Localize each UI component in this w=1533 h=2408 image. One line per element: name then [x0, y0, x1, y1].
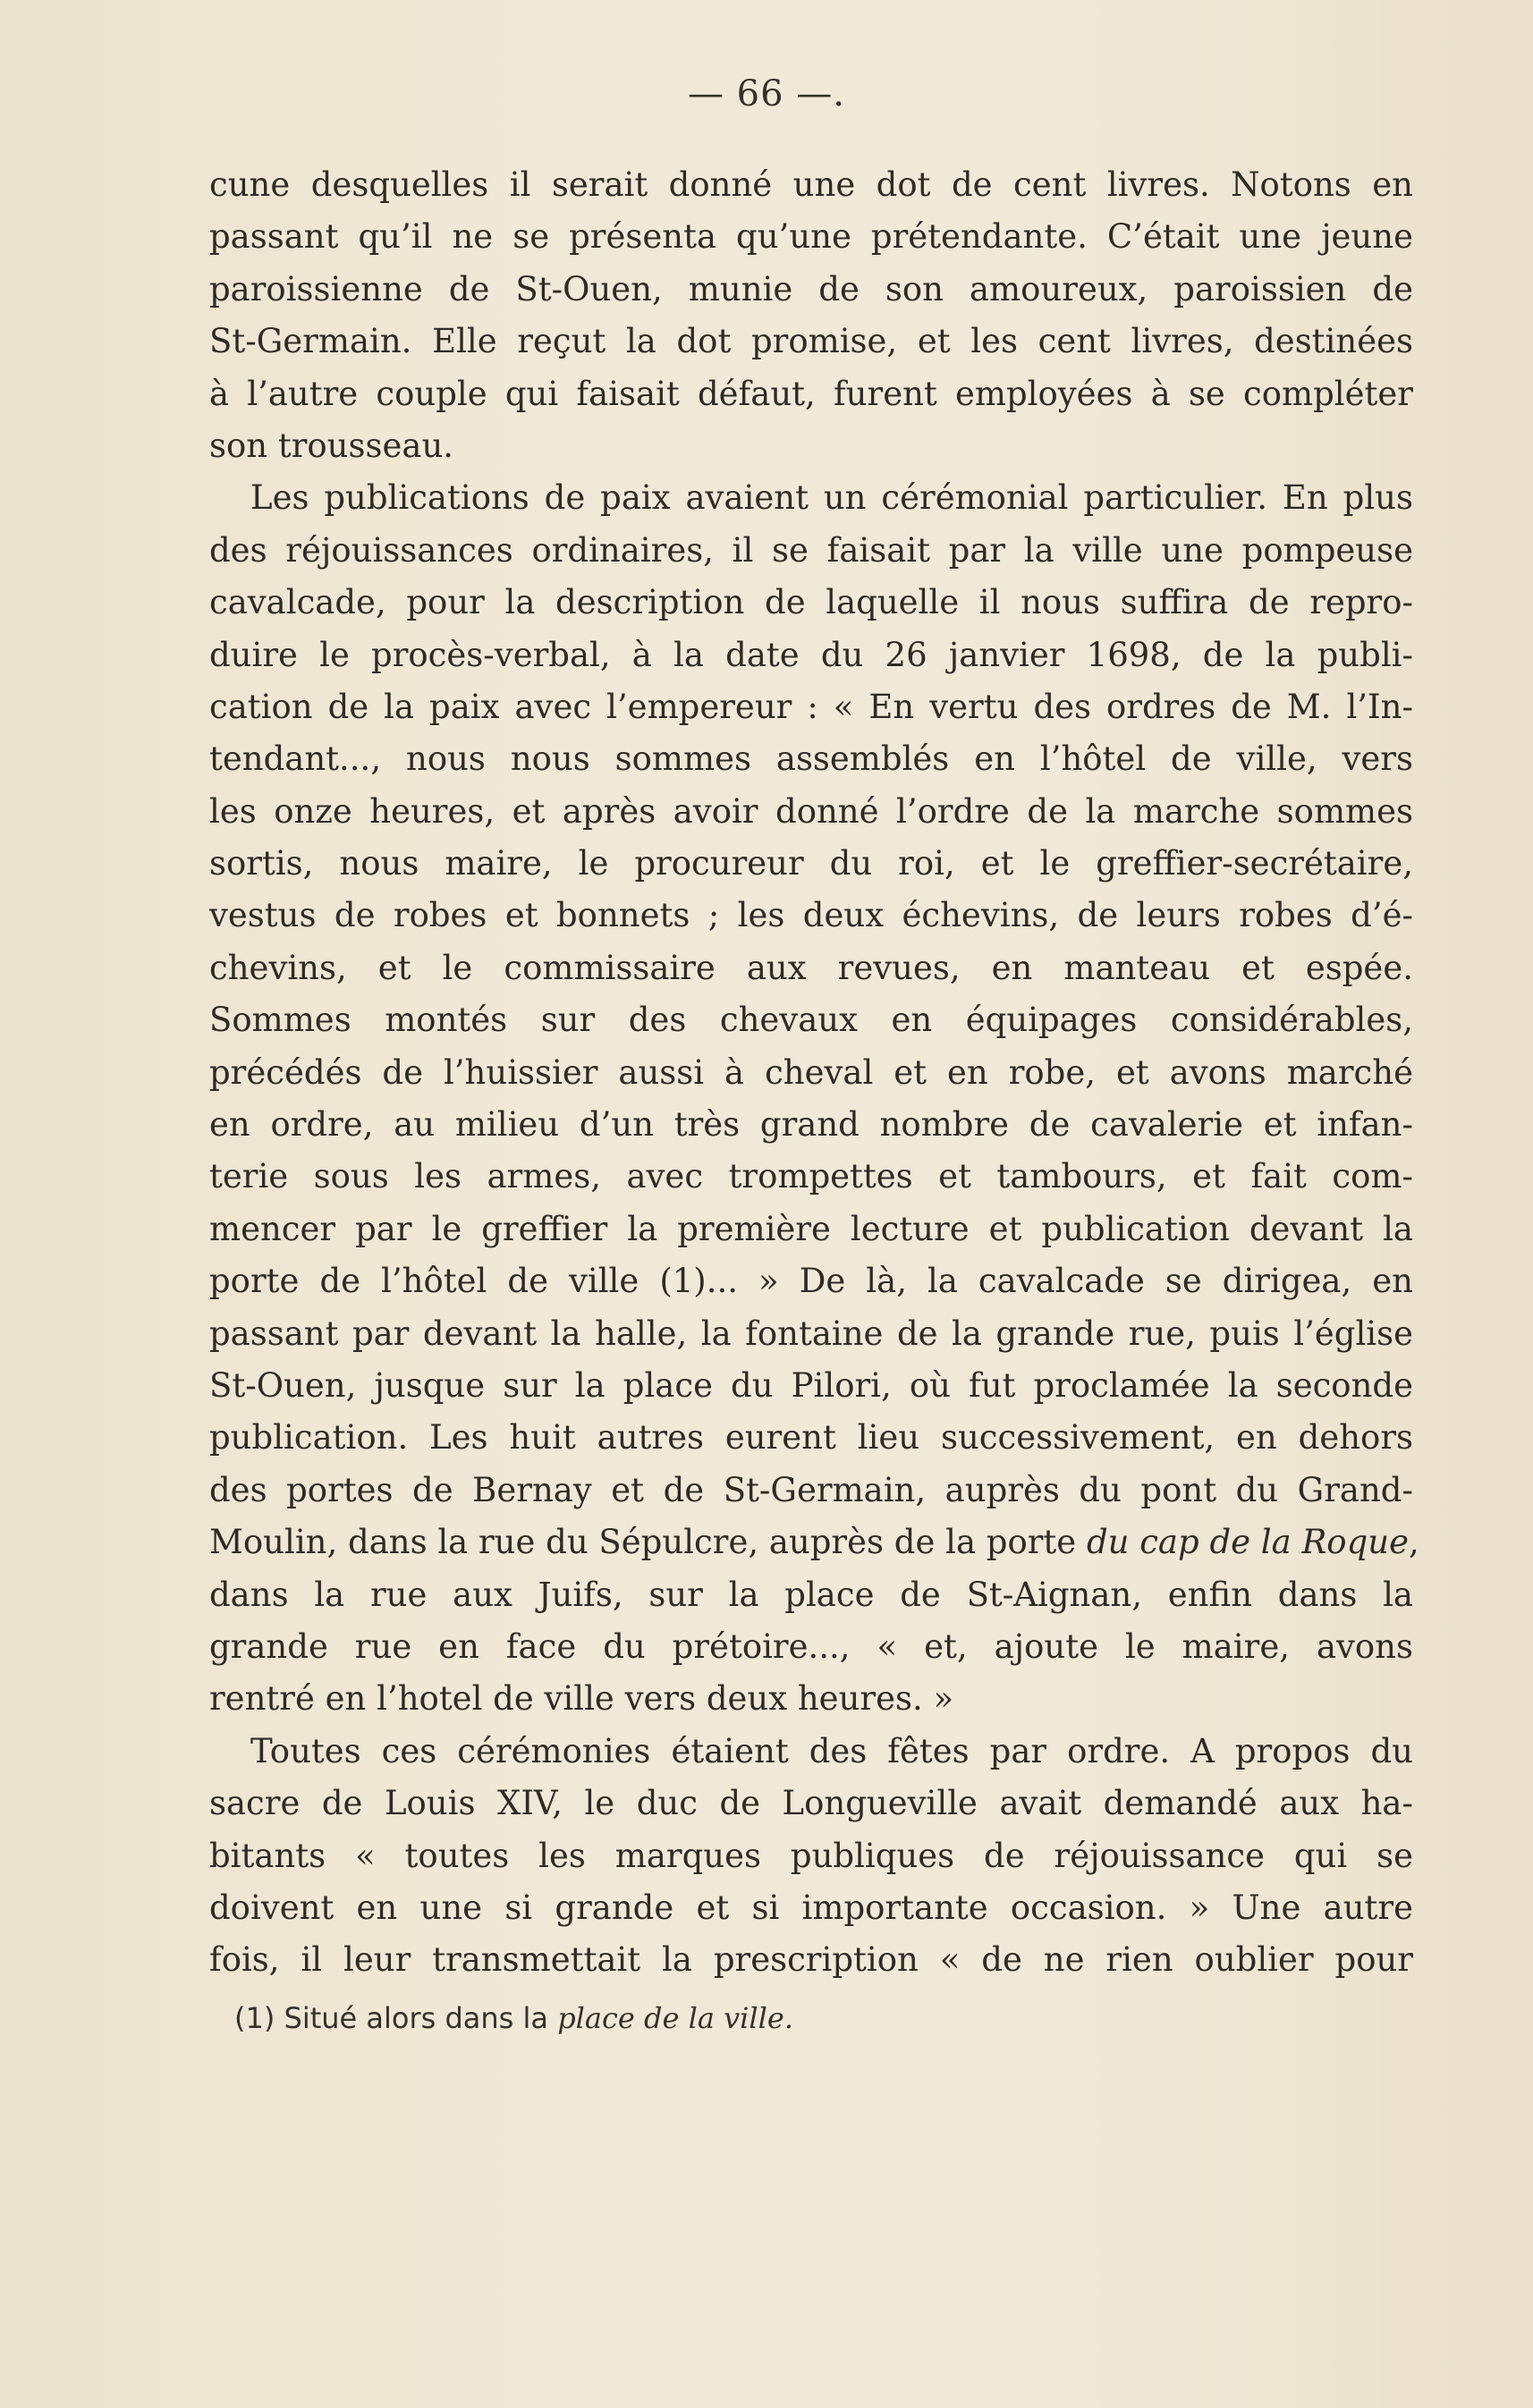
text-line: des réjouissances ordinaires, il se faisait par la ville une pompeuse [209, 530, 1413, 570]
text-line: porte de l’hôtel de ville (1)... » De là, la cavalcade se dirigea, en [209, 1262, 1413, 1301]
text-line: sacre de Louis XIV, le duc de Longueville avait demandé aux ha- [209, 1784, 1413, 1823]
text-line: à l’autre couple qui faisait défaut, furent employées à se compléter [209, 374, 1413, 413]
text-line: tendant..., nous nous sommes assemblés en l’hôtel de ville, vers [209, 739, 1413, 779]
text-line: paroissienne de St-Ouen, munie de son amoureux, paroissien de [209, 269, 1413, 308]
text-line: sortis, nous maire, le procureur du roi, et le greffier-secrétaire, [209, 844, 1413, 883]
text-line: Sommes montés sur des chevaux en équipages considérables, [209, 1001, 1413, 1040]
paragraph-start-line: Les publications de paix avaient un cérémonial particulier. En plus [250, 478, 1413, 518]
footnote [234, 1996, 793, 2040]
text-line: St-Ouen, jusque sur la place du Pilori, où fut proclamée la seconde [209, 1365, 1413, 1405]
text-line: passant qu’il ne se présenta qu’une prétendante. C’était une jeune [209, 217, 1413, 257]
text-line: rentré en l’hotel de ville vers deux heures. » [209, 1679, 954, 1719]
text-line: chevins, et le commissaire aux revues, en manteau et espée. [209, 948, 1413, 987]
text-line: en ordre, au milieu d’un très grand nombre de cavalerie et infan- [209, 1105, 1413, 1145]
text-line: dans la rue aux Juifs, sur la place de St-Aignan, enfin dans la [209, 1575, 1413, 1614]
footnote-text: (1) Situé alors dans la [234, 2001, 558, 2035]
text-line: précédés de l’huissier aussi à cheval et en robe, et avons marché [209, 1052, 1413, 1092]
text-line: les onze heures, et après avoir donné l’ordre de la marche sommes [209, 791, 1413, 831]
text-line: cation de la paix avec l’empereur : « En vertu des ordres de M. l’In- [209, 687, 1413, 726]
text-line: grande rue en face du prétoire..., « et, ajoute le maire, avons [209, 1626, 1413, 1666]
text-line-with-italic [209, 1517, 1419, 1568]
text-line: bitants « toutes les marques publiques de réjouissance qui se [209, 1836, 1413, 1875]
text-line: fois, il leur transmettait la prescription « de ne rien oublier pour [209, 1940, 1413, 1980]
italic-place-name: du cap de la Roque [1086, 1523, 1409, 1562]
text-line: cavalcade, pour la description de laquelle il nous suffira de repro- [209, 583, 1413, 622]
text-line: cune desquelles il serait donné une dot de cent livres. Notons en [209, 165, 1413, 204]
text-line: doivent en une si grande et si importante occasion. » Une autre [209, 1888, 1413, 1927]
text-line: vestus de robes et bonnets ; les deux échevins, de leurs robes d’é- [209, 896, 1413, 935]
page-number: — 66 —. [687, 73, 846, 114]
text-line: des portes de Bernay et de St-Germain, auprès du pont du Grand- [209, 1470, 1413, 1509]
text-line: son trousseau. [209, 426, 454, 465]
footnote-italic: place de la ville. [557, 2001, 793, 2035]
line-text: Moulin, dans la rue du Sépulcre, auprès de la porte [209, 1523, 1087, 1562]
paragraph-start-line: Toutes ces cérémonies étaient des fêtes par ordre. A propos du [250, 1731, 1413, 1770]
text-line: terie sous les armes, avec trompettes et tambours, et fait com- [209, 1157, 1413, 1196]
text-line: duire le procès-verbal, à la date du 26 janvier 1698, de la publi- [209, 635, 1413, 674]
text-line: passant par devant la halle, la fontaine de la grande rue, puis l’église [209, 1314, 1413, 1353]
line-text: , [1408, 1523, 1419, 1562]
text-line: mencer par le greffier la première lecture et publication devant la [209, 1209, 1413, 1248]
body-text [209, 159, 1419, 1987]
text-line: publication. Les huit autres eurent lieu successivement, en dehors [209, 1418, 1413, 1457]
text-line: St-Germain. Elle reçut la dot promise, et les cent livres, destinées [209, 322, 1413, 361]
